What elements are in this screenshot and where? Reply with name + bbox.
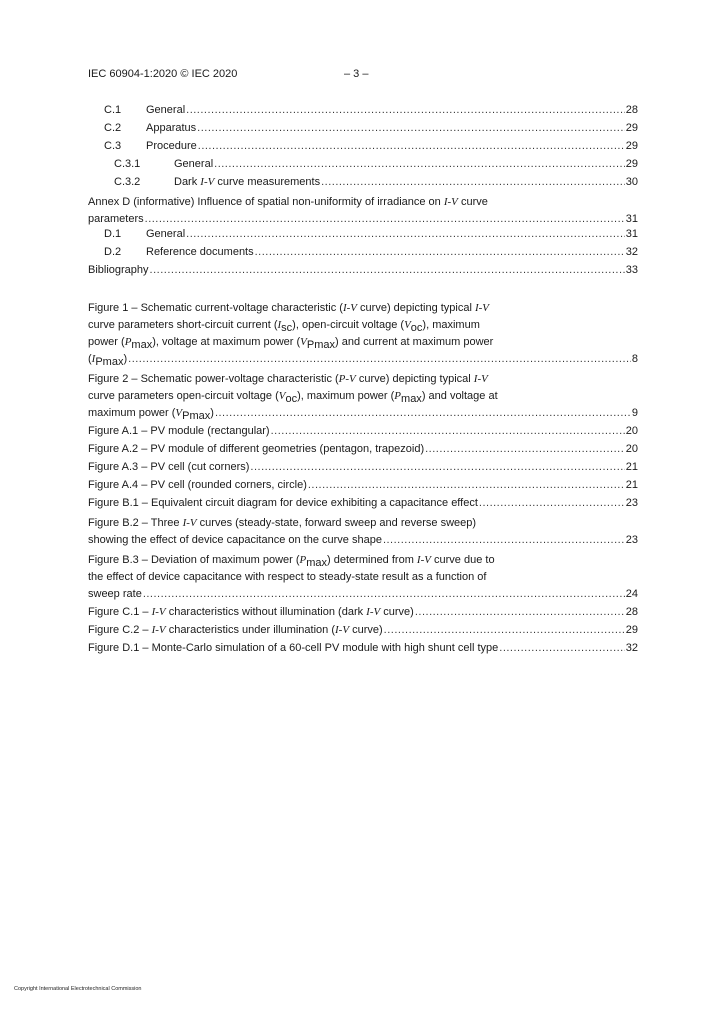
toc-entry-c2[interactable]: C.2 Apparatus ..... 29 [88, 122, 638, 140]
page-header [88, 68, 636, 82]
toc-entry-c1[interactable]: C.1 General ..... 28 [88, 104, 638, 122]
list-of-figures [88, 300, 638, 660]
figure-entry-2[interactable]: Figure 2 – Schematic power-voltage characteristic (P-V curve) depicting typical I-V curve parameters open-circuit voltage $(V_{oc})$, maximum power $(P_{max})$ and voltage at maximum power $(V_{Pmax})$ ..... 9 [88, 371, 638, 422]
toc-entry-annex-d[interactable]: Annex D (informative) Influence of spatial non-uniformity of irradiance on I-V curve parameters ..... 31 [88, 194, 638, 228]
figure-entry-d1[interactable]: Figure D.1 – Monte-Carlo simulation of a 60-cell PV module with high shunt cell type ..... 32 [88, 642, 638, 660]
figure-entry-c2[interactable]: Figure C.2 – I-V characteristics under illumination (I-V curve) ..... 29 [88, 624, 638, 642]
copyright-footer: Copyright International Electrotechnical Commission [14, 986, 142, 992]
figure-entry-a2[interactable]: Figure A.2 – PV module of different geometries (pentagon, trapezoid) ..... 20 [88, 443, 638, 461]
table-of-contents [88, 104, 638, 282]
figure-entry-1[interactable]: Figure 1 – Schematic current-voltage characteristic (I-V curve) depicting typical I-V curve parameters short-circuit current $(I_{sc})$, open-circuit voltage $(V_{oc})$, maximum power $(P_{max})$, voltage at maximum power $(V_{Pmax})$ and current at maximum power $(I_{Pmax})$ ..... 8 [88, 300, 638, 368]
figure-entry-b3[interactable]: Figure B.3 – Deviation of maximum power $(P_{max})$ determined from I-V curve due to the effect of device capacitance with respect to steady-state result as a function of sweep rate ..... 24 [88, 552, 638, 603]
toc-entry-c3-2[interactable]: C.3.2 Dark I-V curve measurements ..... 30 [88, 176, 638, 194]
toc-entry-d2[interactable]: D.2 Reference documents ..... 32 [88, 246, 638, 264]
toc-entry-c3[interactable]: C.3 Procedure ..... 29 [88, 140, 638, 158]
figure-entry-a3[interactable]: Figure A.3 – PV cell (cut corners) ..... 21 [88, 461, 638, 479]
figure-entry-b2[interactable]: Figure B.2 – Three I-V curves (steady-state, forward sweep and reverse sweep) showing the effect of device capacitance on the curve shape ..... 23 [88, 515, 638, 549]
header-document-id: IEC 60904-1:2020 © IEC 2020 [88, 68, 238, 80]
toc-entry-c3-1[interactable]: C.3.1 General ..... 29 [88, 158, 638, 176]
header-page-number: – 3 – [344, 68, 369, 80]
toc-entry-d1[interactable]: D.1 General ..... 31 [88, 228, 638, 246]
figure-entry-c1[interactable]: Figure C.1 – I-V characteristics without illumination (dark I-V curve) ..... 28 [88, 606, 638, 624]
toc-entry-bibliography[interactable]: Bibliography ..... 33 [88, 264, 638, 282]
figure-entry-a4[interactable]: Figure A.4 – PV cell (rounded corners, circle) ..... 21 [88, 479, 638, 497]
figure-entry-b1[interactable]: Figure B.1 – Equivalent circuit diagram for device exhibiting a capacitance effect ..... 23 [88, 497, 638, 515]
figure-entry-a1[interactable]: Figure A.1 – PV module (rectangular) ..... 20 [88, 425, 638, 443]
